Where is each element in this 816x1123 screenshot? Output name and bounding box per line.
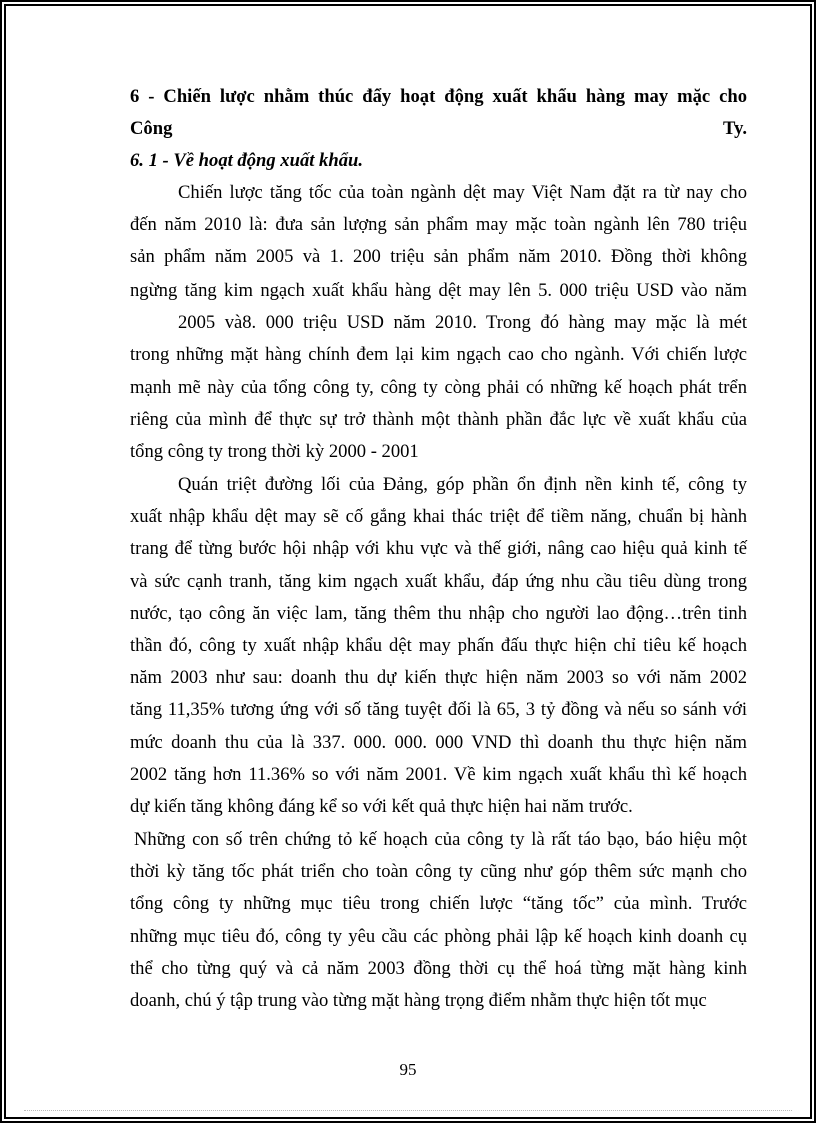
paragraph-line: 2002 tăng hơn 11.36% so với năm 2001. Về kim ngạch xuất khẩu thì kế hoạch [130, 764, 747, 785]
paragraph-line: những mục tiêu đó, công ty yêu cầu các phòng phải lập kế hoạch kinh doanh cụ [130, 926, 747, 947]
paragraph-line: Chiến lược tăng tốc của toàn ngành dệt may Việt Nam đặt ra từ nay cho [178, 182, 747, 203]
paragraph-line: ngừng tăng kim ngạch xuất khẩu hàng dệt may lên 5. 000 triệu USD vào năm [130, 280, 747, 301]
paragraph-line: Quán triệt đường lối của Đảng, góp phần ổn định nền kinh tế, công ty [178, 474, 747, 495]
paragraph-line: Những con số trên chứng tỏ kế hoạch của công ty là rất táo bạo, báo hiệu một [134, 829, 747, 850]
section-heading-line-1: 6 - Chiến lược nhằm thúc đẩy hoạt động xuất khẩu hàng may mặc cho [130, 86, 747, 107]
section-heading-word-left: Công [130, 118, 173, 139]
paragraph-line: trang để từng bước hội nhập với khu vực và thế giới, nâng cao hiệu quả kinh tế [130, 538, 747, 559]
paragraph-line: xuất nhập khẩu dệt may sẽ cố gắng khai thác triệt để tiềm năng, chuẩn bị hành [130, 506, 747, 527]
page-number: 95 [399, 1060, 417, 1079]
paragraph-line: năm 2003 như sau: doanh thu dự kiến thực hiện năm 2003 so với năm 2002 [130, 667, 747, 688]
section-heading-word-right: Ty. [723, 118, 747, 139]
paragraph-line: 2005 và8. 000 triệu USD năm 2010. Trong đó hàng may mặc là mét [178, 312, 747, 333]
paragraph-line: nước, tạo công ăn việc lam, tăng thêm thu nhập cho người lao động…trên tinh [130, 603, 747, 624]
paragraph-line: thời kỳ tăng tốc phát triển cho toàn công ty cũng như góp thêm sức mạnh cho [130, 861, 747, 882]
paragraph-line: riêng của mình để thực sự trở thành một thành phần đắc lực về xuất khẩu của [130, 409, 747, 430]
paragraph-line: tổng công ty trong thời kỳ 2000 - 2001 [130, 441, 419, 462]
paragraph-line: thể cho từng quý và cả năm 2003 đồng thời cụ thể hoá từng mặt hàng kinh [130, 958, 747, 979]
paragraph-line: sản phẩm năm 2005 và 1. 200 triệu sản phẩm năm 2010. Đồng thời không [130, 246, 747, 267]
paragraph-line: mạnh mẽ này của tổng công ty, công ty còng phải có những kế hoạch phát trển [130, 377, 747, 398]
paragraph-line: doanh, chú ý tập trung vào từng mặt hàng trọng điểm nhằm thực hiện tốt mục [130, 990, 707, 1011]
bottom-divider [24, 1110, 792, 1111]
section-heading-line-2 [130, 120, 747, 139]
paragraph-line: mức doanh thu của là 337. 000. 000. 000 VND thì doanh thu thực hiện năm [130, 732, 747, 753]
paragraph-line: dự kiến tăng không đáng kể so với kết quả thực hiện hai năm trước. [130, 796, 633, 817]
paragraph-line: thần đó, công ty xuất nhập khẩu dệt may phấn đấu thực hiện chỉ tiêu kế hoạch [130, 635, 747, 656]
subsection-heading: 6. 1 - Về hoạt động xuất khẩu. [130, 150, 363, 171]
paragraph-line: tổng công ty những mục tiêu trong chiến lược “tăng tốc” của mình. Trước [130, 893, 747, 914]
paragraph-line: và sức cạnh tranh, tăng kim ngạch xuất khẩu, đáp ứng nhu cầu tiêu dùng trong [130, 571, 747, 592]
paragraph-line: tăng 11,35% tương ứng với số tăng tuyệt đối là 65, 3 tỷ đồng và nếu so sánh với [130, 699, 747, 720]
paragraph-line: đến năm 2010 là: đưa sản lượng sản phẩm may mặc toàn ngành lên 780 triệu [130, 214, 747, 235]
paragraph-line: trong những mặt hàng chính đem lại kim ngạch cao cho ngành. Với chiến lược [130, 344, 747, 365]
